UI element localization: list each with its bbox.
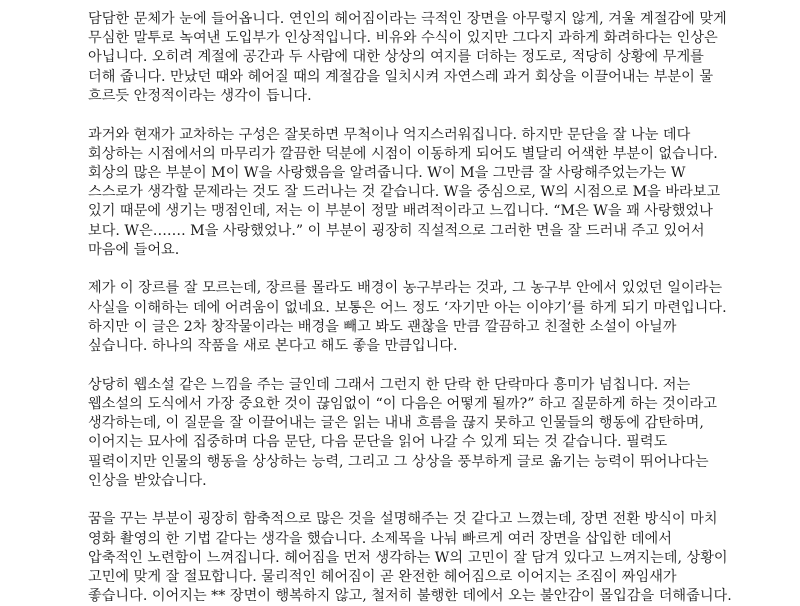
text-line: 과거와 현재가 교차하는 구성은 잘못하면 무척이나 억지스러워집니다. 하지만 문단을 잘 나눈 데다 xyxy=(88,126,691,143)
text-line: 보다. W은……. M을 사랑했었나.” 이 부분이 굉장히 직설적으로 그러한 면을 잘 드러내 주고 있어서 xyxy=(88,222,705,239)
text-line: 고민에 맞게 잘 절묘합니다. 물리적인 헤어짐이 곧 완전한 헤어짐으로 이어지는 조짐이 짜임새가 xyxy=(88,569,677,586)
text-line: 상당히 웹소설 같은 느낌을 주는 글인데 그래서 그런지 한 단락 한 단락마다 흥미가 넘칩니다. 저는 xyxy=(88,376,691,393)
text-line: 인상을 받았습니다. xyxy=(88,472,207,489)
text-line: 싶습니다. 하나의 작품을 새로 본다고 해도 좋을 만큼입니다. xyxy=(88,338,458,355)
text-line: 아닙니다. 오히려 계절에 공간과 두 사람에 대한 상상의 여지를 더하는 정도로, 적당히 상황에 무게를 xyxy=(88,49,704,66)
paragraph-2 xyxy=(88,126,782,260)
paragraph-3 xyxy=(88,279,782,356)
text-line: 흐르듯 안정적이라는 생각이 듭니다. xyxy=(88,87,312,104)
text-line: 회상의 많은 부분이 M이 W을 사랑했음을 알려줍니다. W이 M을 그만큼 잘 사랑해주었는가는 W xyxy=(88,164,686,181)
text-line: 제가 이 장르를 잘 모르는데, 장르를 몰라도 배경이 농구부라는 것과, 그 농구부 안에서 있었던 일이라는 xyxy=(88,280,723,297)
text-line: 웹소설의 도식에서 가장 중요한 것이 끊임없이 “이 다음은 어떻게 될까?” 하고 질문하게 하는 것이라고 xyxy=(88,395,717,412)
text-line: 하지만 이 글은 2차 창작물이라는 배경을 빼고 봐도 괜찮을 만큼 깔끔하고 친절한 소설이 아닐까 xyxy=(88,318,677,335)
paragraph-1 xyxy=(88,10,782,106)
text-line: 더해 줍니다. 만났던 때와 헤어질 때의 계절감을 일치시켜 자연스레 과거 회상을 이끌어내는 부분이 물 xyxy=(88,68,714,85)
text-line: 있기 때문에 생기는 맹점인데, 저는 이 부분이 정말 배려적이라고 느낍니다. “M은 W을 꽤 사랑했었나 xyxy=(88,203,713,220)
text-line: 스스로가 생각할 문제라는 것도 잘 드러나는 것 같습니다. W을 중심으로, W의 시점으로 M을 바라보고 xyxy=(88,184,721,201)
text-line: 필력이지만 인물의 행동을 상상하는 능력, 그리고 그 상상을 풍부하게 글로 옮기는 능력이 뛰어나다는 xyxy=(88,453,709,470)
text-line: 영화 촬영의 한 기법 같다는 생각을 했습니다. 소제목을 나눠 빠르게 여러 장면을 삽입한 데에서 xyxy=(88,530,672,547)
text-line: 이어지는 묘사에 집중하며 다음 문단, 다음 문단을 읽어 나갈 수 있게 되는 것 같습니다. 필력도 xyxy=(88,434,668,451)
text-line: 무심한 말투로 녹여낸 도입부가 인상적입니다. 비유와 수식이 있지만 그다지 과하게 화려하다는 인상은 xyxy=(88,30,718,47)
text-line: 좋습니다. 이어지는 ** 장면이 행복하지 않고, 철저히 불행한 데에서 오는 불안감이 몰입감을 더해줍니다. xyxy=(88,588,732,605)
text-line: 사실을 이해하는 데에 어려움이 없네요. 보통은 어느 정도 ‘자기만 아는 이야기’를 하게 되기 마련입니다. xyxy=(88,299,727,316)
paragraph-4 xyxy=(88,376,782,491)
text-line: 생각하는데, 이 질문을 잘 이끌어내는 글은 읽는 내내 흐름을 끊지 못하고 인물들의 행동에 감탄하며, xyxy=(88,415,704,432)
text-line: 꿈을 꾸는 부분이 굉장히 함축적으로 많은 것을 설명해주는 것 같다고 느꼈는데, 장면 전환 방식이 마치 xyxy=(88,511,718,528)
paragraph-5 xyxy=(88,510,782,606)
text-line: 압축적인 노련함이 느껴집니다. 헤어짐을 먼저 생각하는 W의 고민이 잘 담겨 있다고 느껴지는데, 상황이 xyxy=(88,549,728,566)
text-line: 담담한 문체가 눈에 들어옵니다. 연인의 헤어짐이라는 극적인 장면을 아무렇지 않게, 겨울 계절감에 맞게 xyxy=(88,11,727,27)
text-line: 회상하는 시점에서의 마무리가 깔끔한 덕분에 시점이 이동하게 되어도 별달리 어색한 부분이 없습니다. xyxy=(88,145,718,162)
text-line: 마음에 들어요. xyxy=(88,241,180,258)
